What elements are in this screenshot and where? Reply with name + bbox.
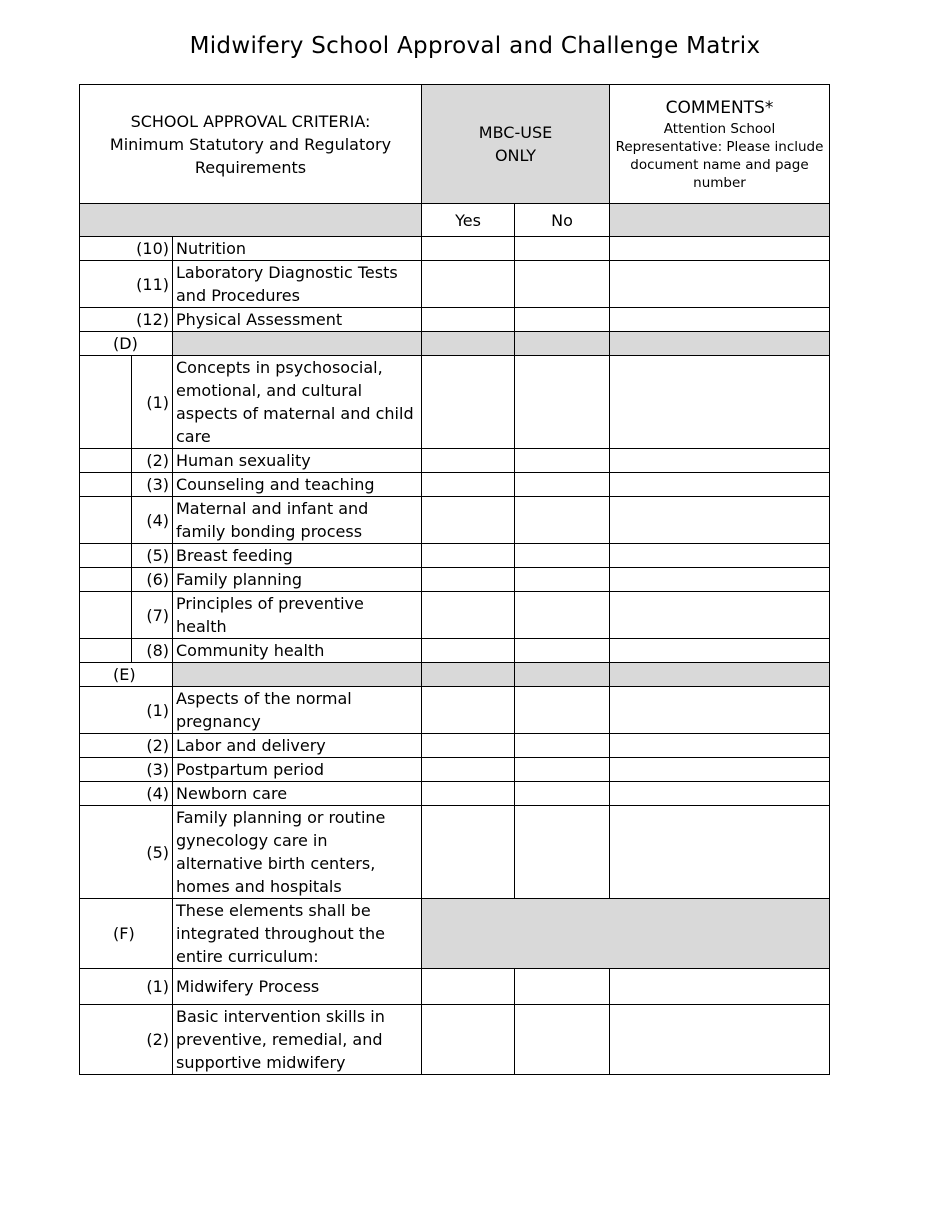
yes-cell[interactable]: [422, 497, 515, 544]
indent-cell: [80, 592, 132, 639]
row-description: Laboratory Diagnostic Tests and Procedures: [173, 261, 422, 308]
no-cell[interactable]: [515, 592, 610, 639]
row-description: Counseling and teaching: [173, 473, 422, 497]
indent-cell: [80, 356, 132, 449]
table-row: [80, 356, 830, 449]
row-number: (10): [80, 237, 173, 261]
yes-cell[interactable]: [422, 639, 515, 663]
comment-cell[interactable]: [610, 592, 830, 639]
row-description: Physical Assessment: [173, 308, 422, 332]
section-row-f: [80, 899, 830, 969]
indent-cell: [80, 568, 132, 592]
table-row: [80, 806, 830, 899]
table-row: [80, 237, 830, 261]
yes-cell[interactable]: [422, 568, 515, 592]
yes-cell[interactable]: [422, 592, 515, 639]
row-number: (6): [132, 568, 173, 592]
yes-cell[interactable]: [422, 261, 515, 308]
comment-cell[interactable]: [610, 544, 830, 568]
section-blank-cell: [515, 332, 610, 356]
table-row: [80, 449, 830, 473]
yes-cell[interactable]: [422, 473, 515, 497]
indent-cell: [80, 544, 132, 568]
approval-matrix-table: [79, 84, 830, 1075]
no-cell[interactable]: [515, 782, 610, 806]
comment-cell[interactable]: [610, 687, 830, 734]
comment-cell[interactable]: [610, 356, 830, 449]
comment-cell[interactable]: [610, 308, 830, 332]
row-number: (8): [132, 639, 173, 663]
no-cell[interactable]: [515, 568, 610, 592]
section-blank-cell: [422, 899, 830, 969]
table-row: [80, 734, 830, 758]
row-description: Nutrition: [173, 237, 422, 261]
no-cell[interactable]: [515, 806, 610, 899]
criteria-header-line1: SCHOOL APPROVAL CRITERIA:: [130, 111, 371, 131]
table-row: [80, 568, 830, 592]
comment-cell[interactable]: [610, 806, 830, 899]
table-row: [80, 1005, 830, 1075]
row-number: (2): [132, 449, 173, 473]
comment-cell[interactable]: [610, 449, 830, 473]
row-number: (1): [80, 969, 173, 1005]
row-number: (1): [132, 356, 173, 449]
row-number: (4): [132, 497, 173, 544]
yes-column-header: Yes: [422, 204, 515, 237]
no-cell[interactable]: [515, 1005, 610, 1075]
comment-cell[interactable]: [610, 497, 830, 544]
no-cell[interactable]: [515, 544, 610, 568]
row-description: Labor and delivery: [173, 734, 422, 758]
row-number: (3): [80, 758, 173, 782]
mbc-use-only-header: [422, 85, 610, 204]
mbc-use-only-label: MBC-USE ONLY: [478, 123, 553, 165]
row-description: Breast feeding: [173, 544, 422, 568]
comment-cell[interactable]: [610, 237, 830, 261]
comments-note: Attention School Representative: Please include document name and page number: [615, 120, 824, 191]
yes-cell[interactable]: [422, 782, 515, 806]
table-row: [80, 497, 830, 544]
comment-cell[interactable]: [610, 261, 830, 308]
comment-cell[interactable]: [610, 969, 830, 1005]
criteria-header: [80, 85, 422, 204]
row-number: (2): [80, 1005, 173, 1075]
header-blank-cell: [80, 204, 422, 237]
section-blank-cell: [610, 332, 830, 356]
section-description: These elements shall be integrated throughout the entire curriculum:: [173, 899, 422, 969]
table-row: [80, 308, 830, 332]
no-cell[interactable]: [515, 449, 610, 473]
section-blank-cell: [422, 332, 515, 356]
no-cell[interactable]: [515, 237, 610, 261]
table-row: [80, 687, 830, 734]
row-description: Concepts in psychosocial, emotional, and cultural aspects of maternal and child care: [173, 356, 422, 449]
row-description: Family planning or routine gynecology care in alternative birth centers, homes and hospitals: [173, 806, 422, 899]
comment-cell[interactable]: [610, 782, 830, 806]
table-row: [80, 473, 830, 497]
section-label: (F): [80, 899, 173, 969]
row-number: (3): [132, 473, 173, 497]
row-description: Postpartum period: [173, 758, 422, 782]
section-label: (E): [80, 663, 173, 687]
table-row: [80, 639, 830, 663]
row-description: Newborn care: [173, 782, 422, 806]
no-cell[interactable]: [515, 687, 610, 734]
no-cell[interactable]: [515, 356, 610, 449]
row-description: Midwifery Process: [173, 969, 422, 1005]
criteria-header-line2: Minimum Statutory and Regulatory Requirements: [109, 134, 392, 177]
yes-cell[interactable]: [422, 734, 515, 758]
comment-cell[interactable]: [610, 1005, 830, 1075]
table-row: [80, 261, 830, 308]
table-row: [80, 782, 830, 806]
comments-header: [610, 85, 830, 204]
no-cell[interactable]: [515, 734, 610, 758]
no-cell[interactable]: [515, 261, 610, 308]
indent-cell: [80, 473, 132, 497]
comment-cell[interactable]: [610, 568, 830, 592]
row-number: (5): [80, 806, 173, 899]
section-row-e: [80, 663, 830, 687]
section-blank-cell: [422, 663, 515, 687]
table-row: [80, 592, 830, 639]
comments-title: COMMENTS*: [665, 97, 774, 118]
indent-cell: [80, 497, 132, 544]
page-title: Midwifery School Approval and Challenge Matrix: [189, 33, 761, 59]
yes-cell[interactable]: [422, 449, 515, 473]
comment-cell[interactable]: [610, 758, 830, 782]
table-row: [80, 544, 830, 568]
no-cell[interactable]: [515, 639, 610, 663]
yes-cell[interactable]: [422, 237, 515, 261]
no-column-header: No: [515, 204, 610, 237]
comment-cell[interactable]: [610, 473, 830, 497]
section-blank-cell: [610, 663, 830, 687]
no-cell[interactable]: [515, 969, 610, 1005]
yes-cell[interactable]: [422, 1005, 515, 1075]
row-number: (5): [132, 544, 173, 568]
row-number: (12): [80, 308, 173, 332]
row-description: Principles of preventive health: [173, 592, 422, 639]
yes-cell[interactable]: [422, 758, 515, 782]
section-blank-cell: [173, 332, 422, 356]
row-description: Aspects of the normal pregnancy: [173, 687, 422, 734]
table-row: [80, 758, 830, 782]
row-number: (11): [80, 261, 173, 308]
comment-cell[interactable]: [610, 734, 830, 758]
comment-cell[interactable]: [610, 639, 830, 663]
row-description: Community health: [173, 639, 422, 663]
row-number: (7): [132, 592, 173, 639]
row-description: Maternal and infant and family bonding process: [173, 497, 422, 544]
row-number: (4): [80, 782, 173, 806]
section-label: (D): [80, 332, 173, 356]
row-description: Human sexuality: [173, 449, 422, 473]
no-cell[interactable]: [515, 473, 610, 497]
yes-cell[interactable]: [422, 687, 515, 734]
indent-cell: [80, 639, 132, 663]
section-blank-cell: [515, 663, 610, 687]
yes-cell[interactable]: [422, 806, 515, 899]
section-row-d: [80, 332, 830, 356]
yes-cell[interactable]: [422, 356, 515, 449]
section-blank-cell: [173, 663, 422, 687]
row-number: (2): [80, 734, 173, 758]
no-cell[interactable]: [515, 497, 610, 544]
comments-column-blank: [610, 204, 830, 237]
row-description: Basic intervention skills in preventive, remedial, and supportive midwifery: [173, 1005, 422, 1075]
yes-cell[interactable]: [422, 544, 515, 568]
yes-cell[interactable]: [422, 969, 515, 1005]
no-cell[interactable]: [515, 758, 610, 782]
yes-cell[interactable]: [422, 308, 515, 332]
yes-no-header-row: [80, 204, 830, 237]
no-cell[interactable]: [515, 308, 610, 332]
row-description: Family planning: [173, 568, 422, 592]
row-number: (1): [80, 687, 173, 734]
header-row: [80, 85, 830, 204]
table-row: [80, 969, 830, 1005]
indent-cell: [80, 449, 132, 473]
